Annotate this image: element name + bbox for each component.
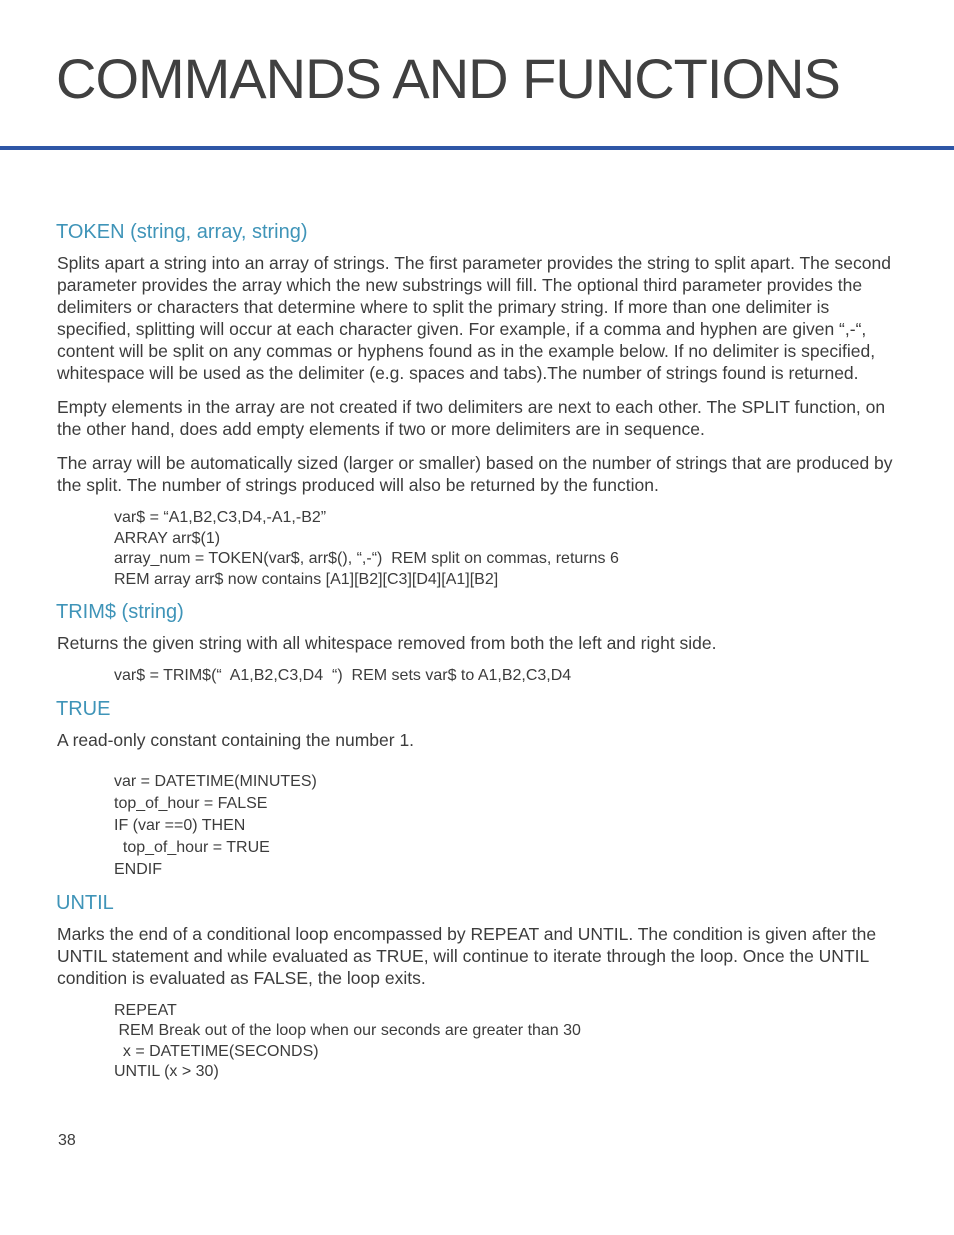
code-line: ENDIF xyxy=(114,860,162,878)
code-line: var$ = “A1,B2,C3,D4,-A1,-B2” xyxy=(114,509,327,526)
section-heading-token: TOKEN (string, array, string) xyxy=(56,221,308,243)
code-line: top_of_hour = FALSE xyxy=(114,794,268,812)
section-heading-trim: TRIM$ (string) xyxy=(56,601,184,623)
code-example xyxy=(114,1001,907,1083)
paragraph: Marks the end of a conditional loop encompassed by REPEAT and UNTIL. The condition is given after the UNTIL statement and while evaluated as TRUE, will continue to iterate through the loop. Once the UNTIL condition is evaluated as FALSE, the loop exits. xyxy=(57,923,877,988)
code-example xyxy=(114,771,907,881)
code-line: IF (var ==0) THEN xyxy=(114,816,246,834)
code-line: array_num = TOKEN(var$, arr$(), “,-“) REM split on commas, returns 6 xyxy=(114,550,619,567)
paragraph: Returns the given string with all whitespace removed from both the left and right side. xyxy=(57,633,717,653)
section-heading-true: TRUE xyxy=(56,697,111,720)
page-number: 38 xyxy=(58,1132,76,1149)
code-line: var$ = TRIM$(“ A1,B2,C3,D4 “) REM sets var$ to A1,B2,C3,D4 xyxy=(114,667,572,684)
section-true xyxy=(57,695,907,881)
page-title: COMMANDS AND FUNCTIONS xyxy=(56,47,840,110)
code-line: REPEAT xyxy=(114,1001,177,1019)
code-example xyxy=(114,508,907,590)
code-line: x = DATETIME(SECONDS) xyxy=(114,1042,319,1060)
paragraph: The array will be automatically sized (larger or smaller) based on the number of strings that are produced by the split. The number of strings produced will also be returned by the function. xyxy=(57,453,893,495)
section-trim xyxy=(57,598,907,687)
section-token xyxy=(57,218,907,590)
title-divider xyxy=(0,146,954,150)
code-line: top_of_hour = TRUE xyxy=(114,838,270,856)
paragraph: Splits apart a string into an array of strings. The first parameter provides the string to split apart. The second parameter provides the array which the new substrings will fill. The optional third parameter provides the delimiters or characters that determine where to split the primary string. If more than one delimiter is specified, splitting will occur at each character given. For example, if a comma and hyphen are given “,-“, content will be split on any commas or hyphens found as in the example below. If no delimiter is specified, whitespace will be used as the delimiter (e.g. spaces and tabs).The number of strings found is returned. xyxy=(57,253,891,383)
section-heading-until: UNTIL xyxy=(56,891,114,914)
paragraph: A read-only constant containing the number 1. xyxy=(57,729,415,750)
code-line: REM Break out of the loop when our seconds are greater than 30 xyxy=(114,1022,581,1039)
document-body xyxy=(57,218,907,1091)
code-line: ARRAY arr$(1) xyxy=(114,529,221,547)
code-line: REM array arr$ now contains [A1][B2][C3][D4][A1][B2] xyxy=(114,570,499,588)
code-line: var = DATETIME(MINUTES) xyxy=(114,772,317,790)
section-until xyxy=(57,889,907,1083)
paragraph: Empty elements in the array are not created if two delimiters are next to each other. The SPLIT function, on the other hand, does add empty elements if two or more delimiters are in sequence. xyxy=(57,397,886,439)
code-line: UNTIL (x > 30) xyxy=(114,1063,219,1080)
code-example xyxy=(114,666,907,687)
